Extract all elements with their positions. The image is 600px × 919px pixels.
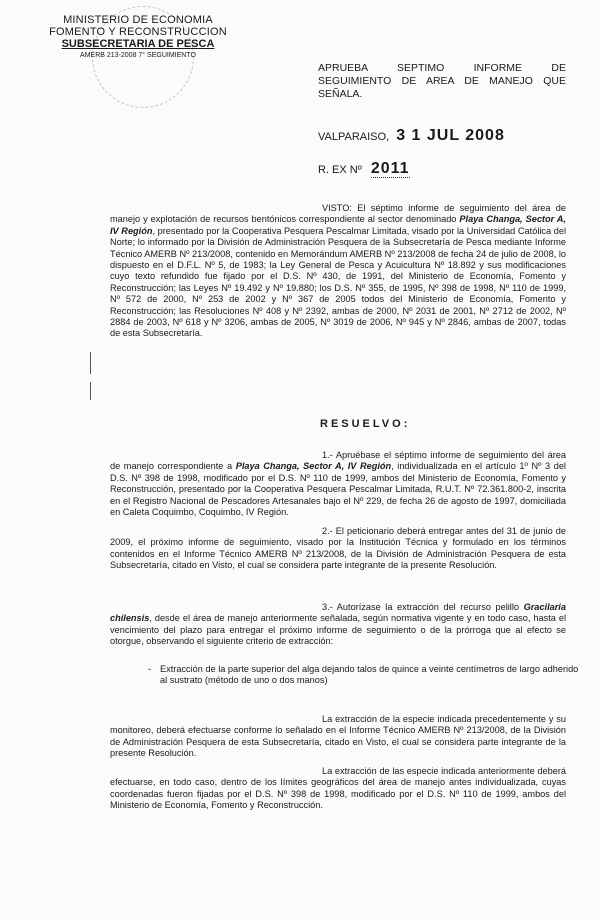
sector-name: Playa Changa, Sector A, IV Región	[110, 214, 566, 236]
resuelvo-heading: RESUELVO:	[320, 418, 411, 430]
ministry-subtitle: FOMENTO Y RECONSTRUCCION	[49, 26, 227, 38]
subsecretaria-name: SUBSECRETARIA DE PESCA	[61, 38, 215, 50]
resolution-number-line	[318, 160, 578, 178]
species-name: Gracilaria chilensis	[110, 602, 566, 624]
visto-paragraph: VISTO: El séptimo informe de seguimiento del área de manejo y explotación de recursos bentónicos correspondiente al sector denominado Playa Changa, Sector A, IV Región, presentado por la Cooperativa Pesquera Pescalmar Limitada, visado por la Universidad Católica del Norte; lo informado por la División de Administración Pesquera de la Subsecretaría de Pesca mediante Informe Técnico AMERB Nº 213/2008, contenido en Memorándum AMERB Nº 213/2008 de fecha 24 de julio de 2008, lo dispuesto en el D.F.L. Nº 5, de 1983; la Ley General de Pesca y Acuicultura Nº 18.892 y sus modificaciones cuyo texto refundido fue fijado por el D.S. Nº 430, de 1991, del Ministerio de Economía, Fomento y Reconstrucción; las Leyes Nº 19.492 y Nº 19.880; los D.S. Nº 355, de 1995, Nº 398 de 1998, Nº 110 de 1999, Nº 572 de 2000, Nº 253 de 2002 y Nº 367 de 2005 todos del Ministerio de Economía, Fomento y Reconstrucción; las Resoluciones Nº 408 y Nº 2392, ambas de 2000, Nº 2031 de 2001, Nº 2712 de 2002, Nº 2884 de 2003, Nº 618 y Nº 3206, ambas de 2005, Nº 3019 de 2006, Nº 945 y Nº 2846, ambas de 2007, todas de esta Subsecretaría.	[110, 203, 566, 339]
resolution-subject: APRUEBA SEPTIMO INFORME DE SEGUIMIENTO DE AREA DE MANEJO QUE SEÑALA.	[318, 62, 566, 100]
margin-mark	[90, 382, 91, 400]
resolution-label: R. EX Nº	[318, 164, 362, 176]
bullet-dash: -	[148, 664, 152, 674]
ministry-name: MINISTERIO DE ECONOMIA	[63, 14, 213, 26]
reference-code: AMERB 213-2008 7° SEGUIMIENTO	[80, 52, 196, 59]
letterhead	[48, 14, 228, 60]
city: VALPARAISO,	[318, 131, 390, 143]
article-3-paragraph-2: La extracción de la especie indicada precedentemente y su monitoreo, deberá efectuarse conforme lo señalado en el Informe Técnico AMERB Nº 213/2008, de la División de Administración Pesquera de esta Subsecretaría, citado en Visto, el cual se considera parte integrante de la presente Resolución.	[110, 714, 566, 759]
resolution-number: 2011	[370, 160, 410, 177]
article-3: 3.- Autorízase la extracción del recurso pelillo Gracilaria chilensis, desde el área de manejo anteriormente señalada, según normativa vigente y en todo caso, hasta el vencimiento del plazo para entregar el próximo informe de seguimiento o de la prórroga que al efecto se otorgue, observando el siguiente criterio de extracción:	[110, 602, 566, 647]
article-3-paragraph-3: La extracción de las especie indicada anteriormente deberá efectuarse, en todo caso, dentro de los límites geográficos del área de manejo antes individualizada, cuyas coordenadas fueron fijadas por el D.S. Nº 398 de 1998, modificado por el D.S. Nº 110 de 1999, ambos del Ministerio de Economía, Fomento y Reconstrucción.	[110, 766, 566, 811]
sector-name: Playa Changa, Sector A, IV Región	[235, 461, 392, 472]
place-and-date	[318, 124, 578, 149]
margin-mark	[90, 352, 91, 374]
article-2: 2.- El peticionario deberá entregar antes del 31 de junio de 2009, el próximo informe de seguimiento, visado por la Institución Técnica y formulado en los términos contenidos en el Informe Técnico AMERB Nº 213/2008, de la División de Administración Pesquera de esta Subsecretaría, citado en Visto, el cual se considera parte integrante de la presente Resolución.	[110, 526, 566, 571]
extraction-criterion-item: - Extracción de la parte superior del alga dejando talos de quince a veinte centímetros de largo adherido al sustrato (método de uno o dos manos)	[148, 664, 579, 686]
article-1: 1.- Apruébase el séptimo informe de seguimiento del área de manejo correspondiente a Playa Changa, Sector A, IV Región, individualizada en el artículo 1º Nº 3 del D.S. Nº 398 de 1998, modificado por el D.S. Nº 110 de 1999, ambos del Ministerio de Economía, Fomento y Reconstrucción, presentado por la Cooperativa Pesquera Pescalmar Limitada, R.U.T. Nº 72.361.800-2, inscrita en el Registro Nacional de Pescadores Artesanales bajo el Nº 229, de fecha 26 de agosto de 1997, domiciliada en Caleta Coquimbo, Coquimbo, IV Región.	[110, 450, 567, 518]
date-stamp: 3 1 JUL 2008	[396, 127, 505, 144]
visto-label: VISTO:	[322, 203, 352, 213]
